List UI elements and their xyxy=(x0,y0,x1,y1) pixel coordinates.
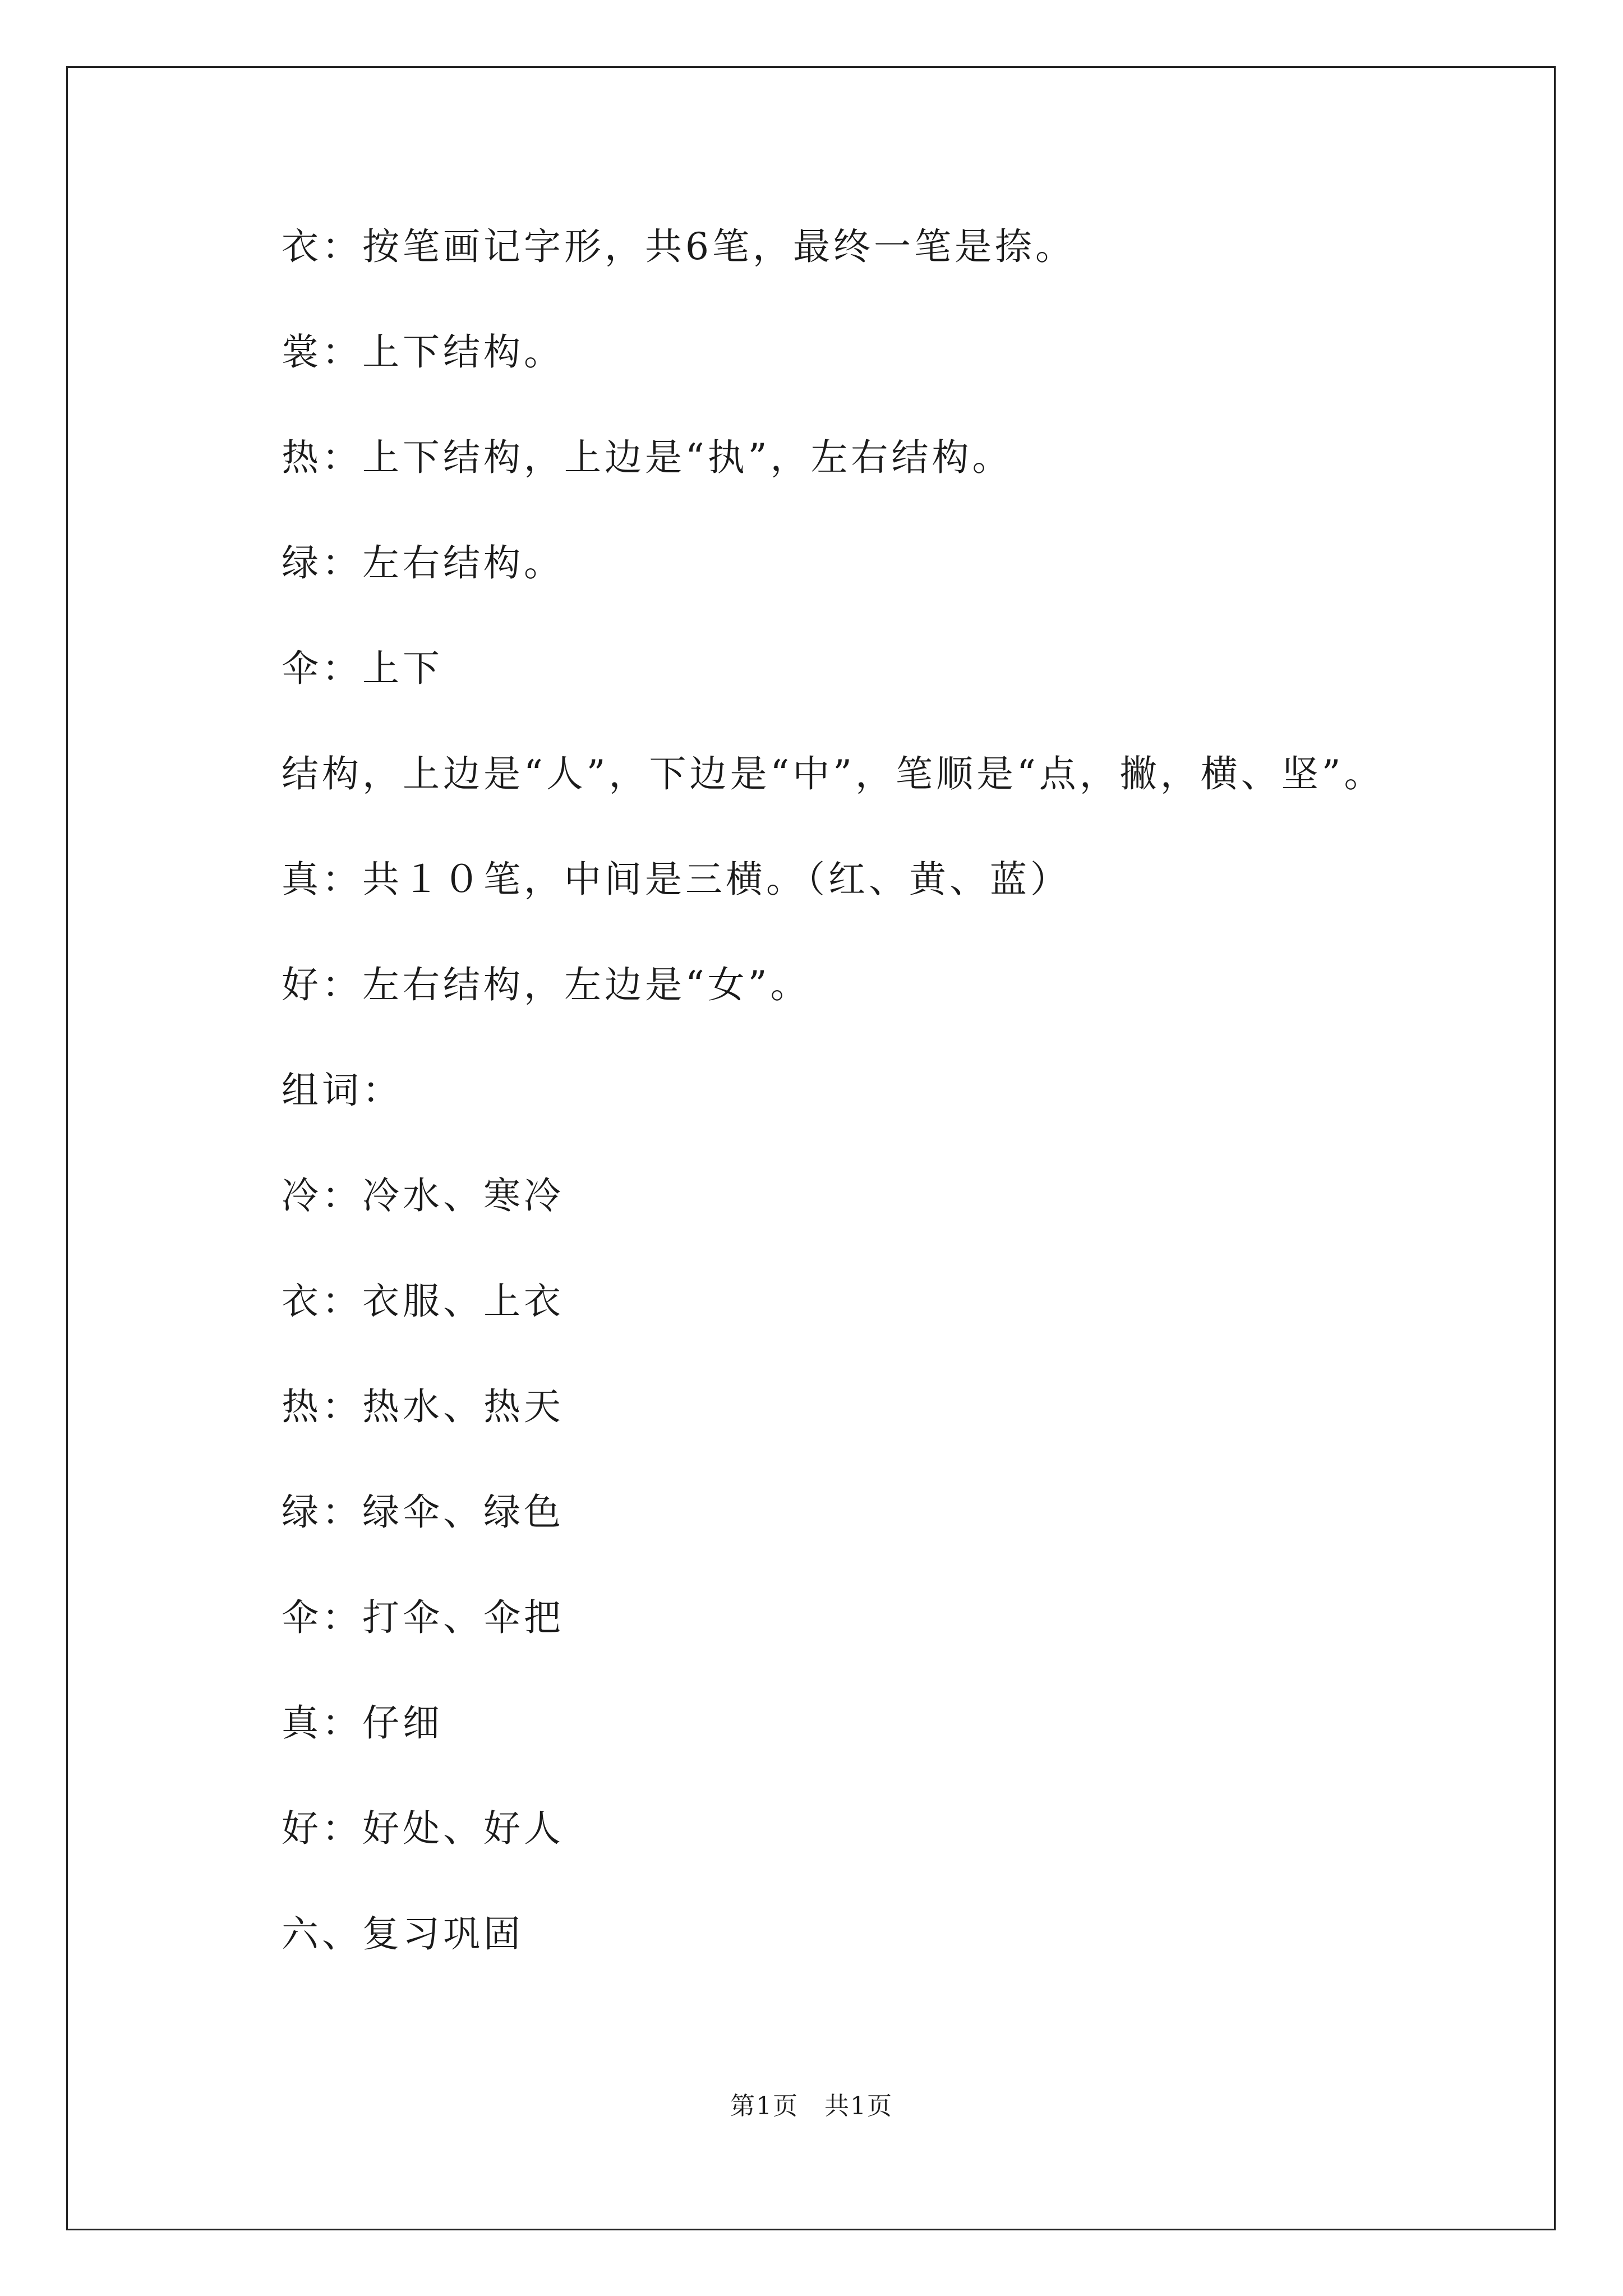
text-line: 衣：按笔画记字形，共6笔，最终一笔是捺。 xyxy=(282,225,1076,268)
page-footer: 第1页 共1页 xyxy=(730,2092,893,2120)
text-line: 结构，上边是“人”，下边是“中”，笔顺是“点，撇，横、坚”。 xyxy=(282,752,1385,795)
text-line: 热：热水、热天 xyxy=(282,1385,564,1428)
text-line: 绿：左右结构。 xyxy=(282,541,564,585)
text-line: 热：上下结构，上边是“执”，左右结构。 xyxy=(282,436,1013,479)
page-border xyxy=(66,66,1556,2230)
text-line: 绿：绿伞、绿色 xyxy=(282,1490,564,1534)
text-line: 伞：上下 xyxy=(282,647,443,690)
text-line: 好：左右结构，左边是“女”。 xyxy=(282,963,811,1006)
text-line: 真：仔细 xyxy=(282,1701,443,1745)
text-line: 冷：冷水、寒冷 xyxy=(282,1174,564,1217)
section-heading: 六、复习巩固 xyxy=(282,1912,524,1955)
text-line: 裳：上下结构。 xyxy=(282,330,564,374)
text-line: 伞：打伞、伞把 xyxy=(282,1596,564,1639)
text-line: 衣：衣服、上衣 xyxy=(282,1280,564,1323)
text-line: 好：好处、好人 xyxy=(282,1807,564,1850)
text-line: 真：共１０笔，中间是三横。（红、黄、蓝） xyxy=(282,858,1071,901)
section-heading: 组词： xyxy=(282,1069,403,1112)
